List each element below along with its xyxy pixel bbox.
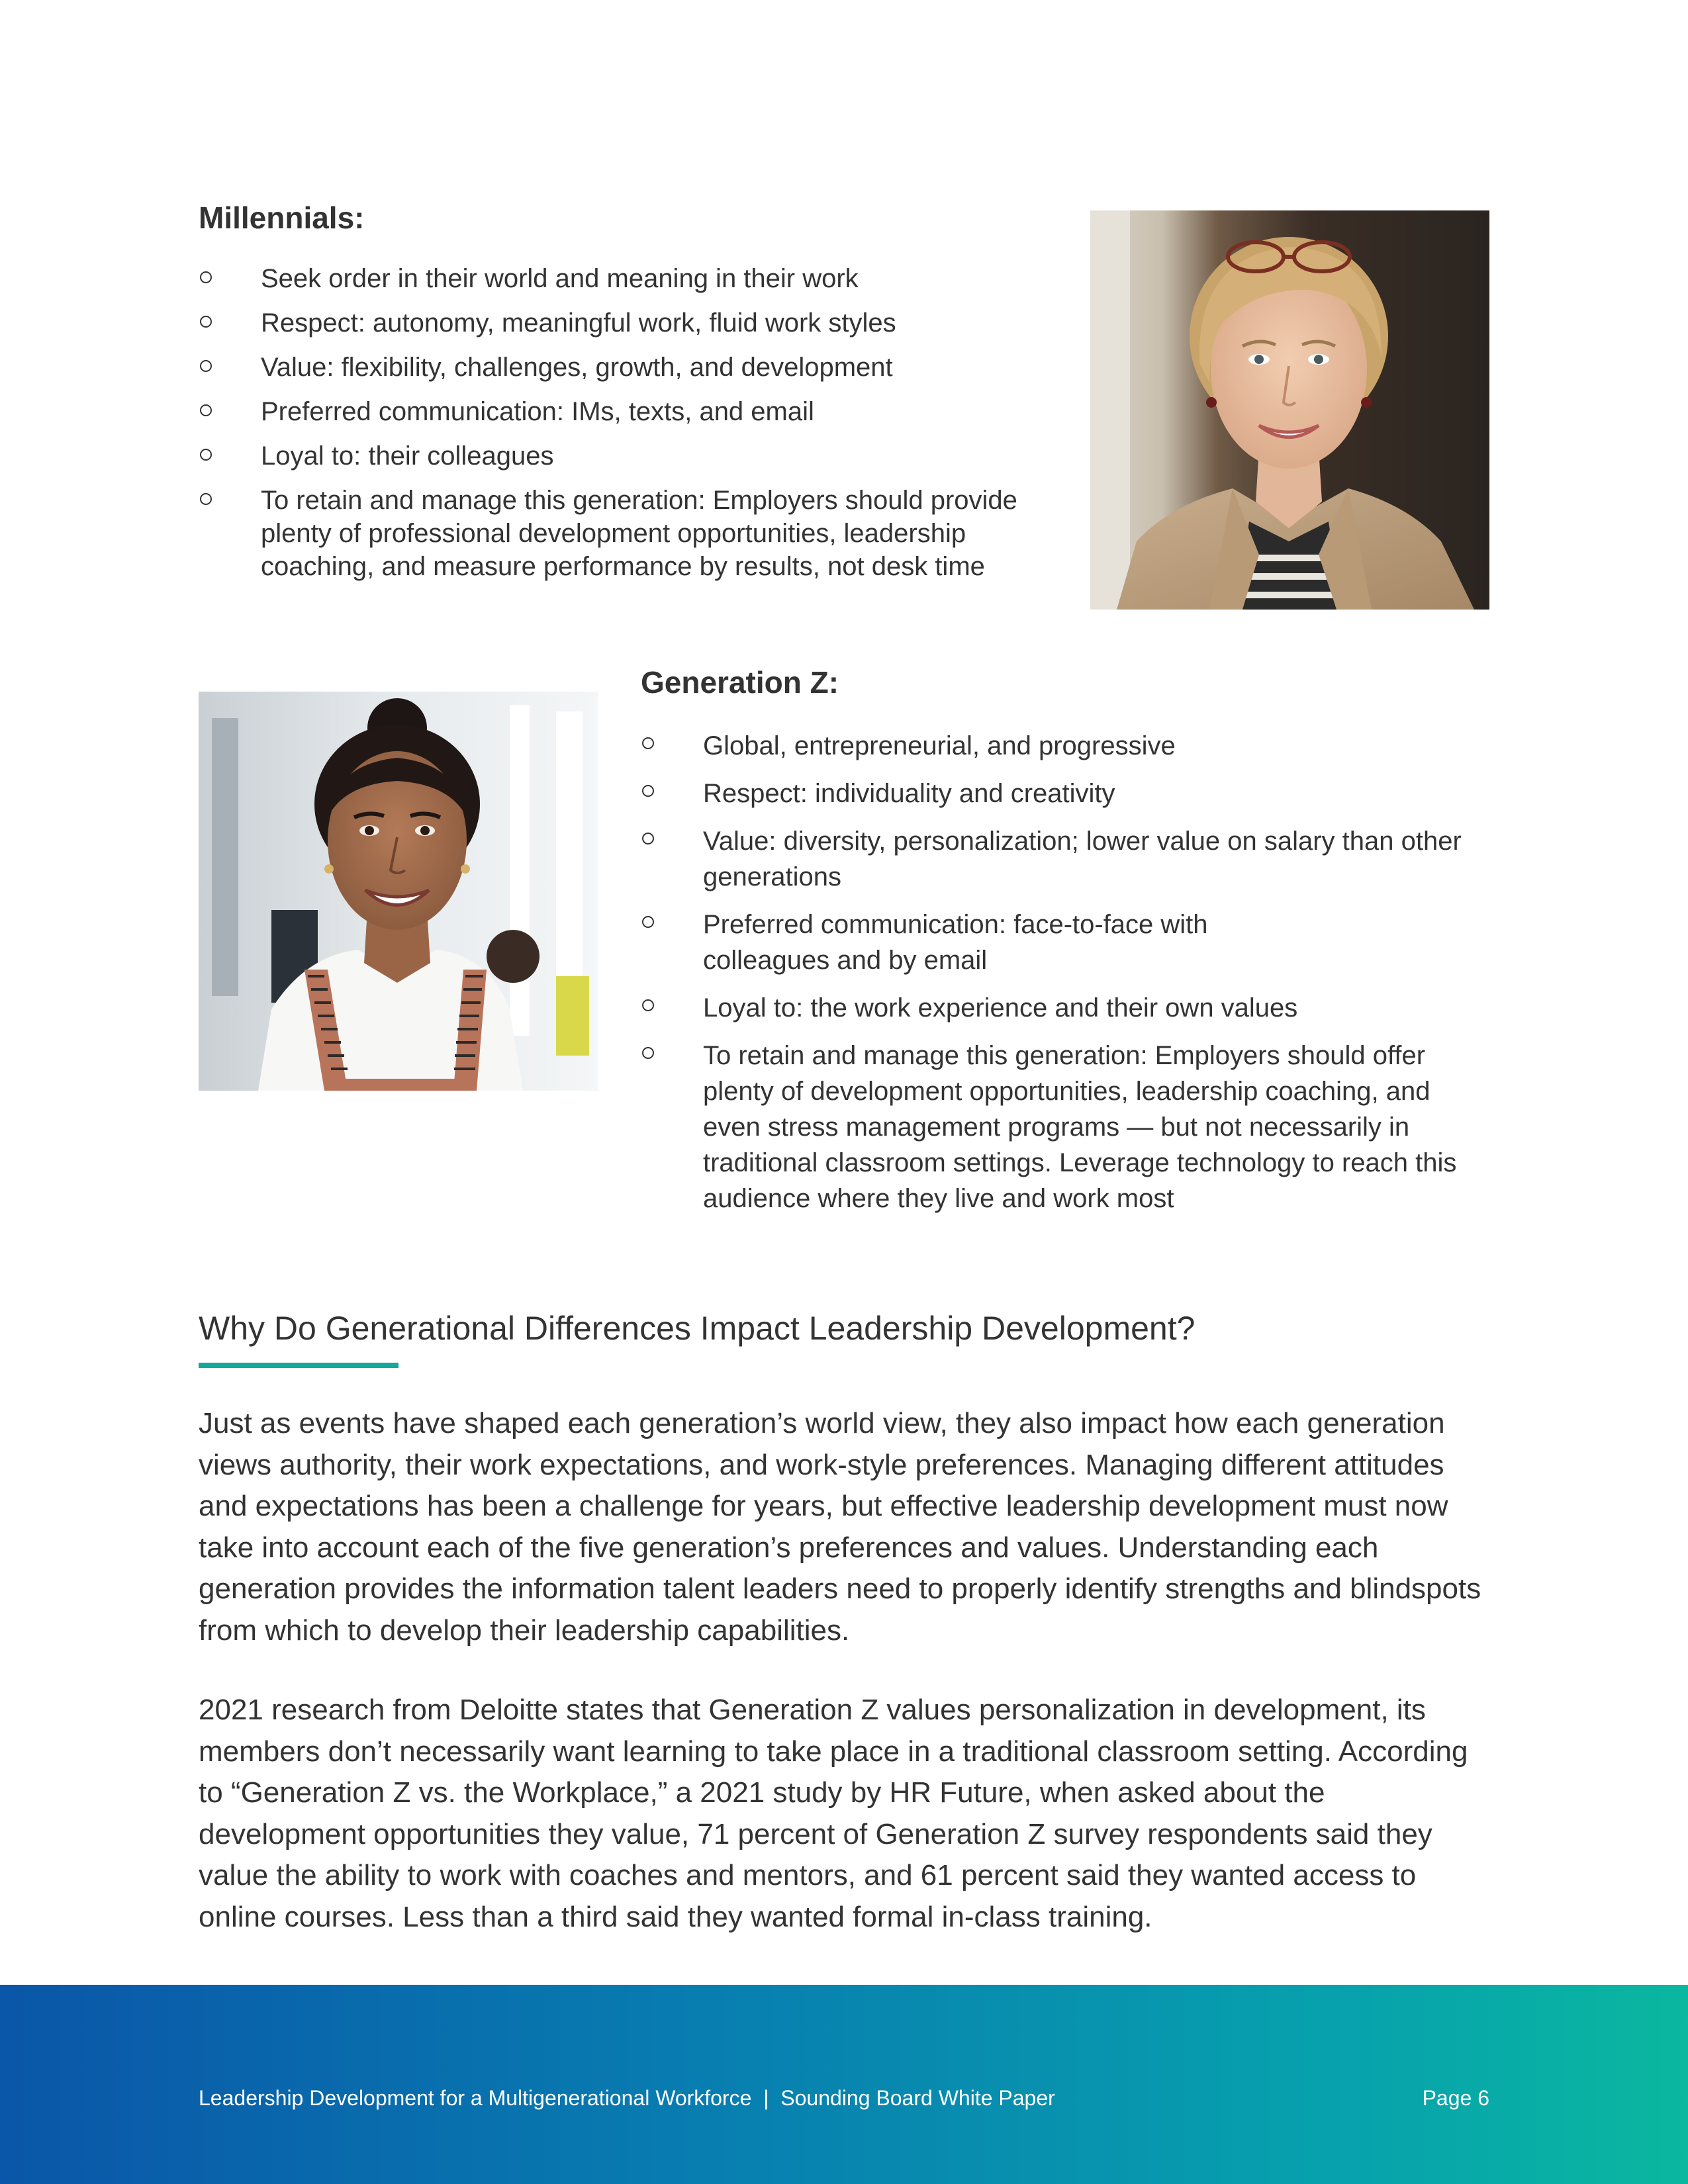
list-item-text: Value: diversity, personalization; lower value on salary than other generations [703,827,1462,891]
generation-z-portrait-photo [199,692,598,1091]
list-item-text: Preferred communication: face-to-face with colleagues and by email [703,910,1208,975]
list-item-text: To retain and manage this generation: Employers should offer plenty of development opportunities, leadership coaching, and even stress management programs — but not necessarily in traditional classroom settings. Leverage technology to reach this audience where they live and work most [703,1041,1457,1213]
list-item [641,990,1481,1026]
millennial-portrait-photo [1090,210,1489,610]
list-item-text: Global, entrepreneurial, and progressive [703,731,1176,760]
list-item [641,728,1481,764]
list-item [199,439,1059,473]
circle-bullet-icon [642,785,654,797]
page-number: Page 6 [1422,2086,1489,2110]
generation-z-list [641,728,1481,1228]
circle-bullet-icon [642,1047,654,1059]
list-item-text: Seek order in their world and meaning in their work [261,264,859,293]
list-item [641,823,1481,895]
footer-document-title: Leadership Development for a Multigenerational Workforce | Sounding Board White Paper [199,2086,1055,2110]
page-footer [0,1985,1688,2184]
list-item-text: Loyal to: the work experience and their own values [703,993,1298,1023]
list-item [641,1038,1481,1216]
generation-z-heading: Generation Z: [641,665,839,700]
list-item-text: Preferred communication: IMs, texts, and email [261,397,814,426]
circle-bullet-icon [200,271,212,283]
millennials-heading: Millennials: [199,201,365,235]
body-paragraph: Just as events have shaped each generation’s world view, they also impact how each generation views authority, their work expectations, and work-style preferences. Managing different attitudes and expectations has been a challenge for years, but effective leadership development must now take into account each of the five generation’s preferences and values. Understanding each generation provides the information talent leaders need to properly identify strengths and blindspots from which to develop their leadership capabilities. [199,1407,1481,1647]
list-item [641,907,1481,978]
body-paragraph: 2021 research from Deloitte states that Generation Z values personalization in development, its members don’t necessarily want learning to take place in a traditional classroom setting. According to “Generation Z vs. the Workplace,” a 2021 study by HR Future, when asked about the development opportunities they value, 71 percent of Generation Z survey respondents said they value the ability to work with coaches and mentors, and 61 percent said they wanted access to online courses. Less than a third said they wanted formal in-class training. [199,1694,1468,1933]
list-item [199,306,1059,340]
circle-bullet-icon [642,999,654,1011]
section-heading: Why Do Generational Differences Impact Leadership Development? [199,1310,1196,1347]
list-item-text: Respect: autonomy, meaningful work, fluid work styles [261,308,896,338]
circle-bullet-icon [642,916,654,928]
list-item-text: To retain and manage this generation: Employers should provide plenty of professional development opportunities, leadership coaching, and measure performance by results, not desk time [261,486,1017,581]
list-item [199,262,1059,295]
circle-bullet-icon [200,404,212,416]
circle-bullet-icon [200,449,212,461]
circle-bullet-icon [642,737,654,749]
list-item [199,395,1059,428]
heading-accent-rule [199,1363,399,1368]
list-item-text: Respect: individuality and creativity [703,779,1115,808]
millennials-list [199,262,1059,594]
circle-bullet-icon [200,316,212,328]
list-item [641,776,1481,811]
list-item-text: Loyal to: their colleagues [261,441,554,471]
list-item-text: Value: flexibility, challenges, growth, and development [261,353,893,382]
list-item [199,484,1059,583]
circle-bullet-icon [200,360,212,372]
circle-bullet-icon [200,493,212,505]
circle-bullet-icon [642,833,654,844]
list-item [199,351,1059,384]
